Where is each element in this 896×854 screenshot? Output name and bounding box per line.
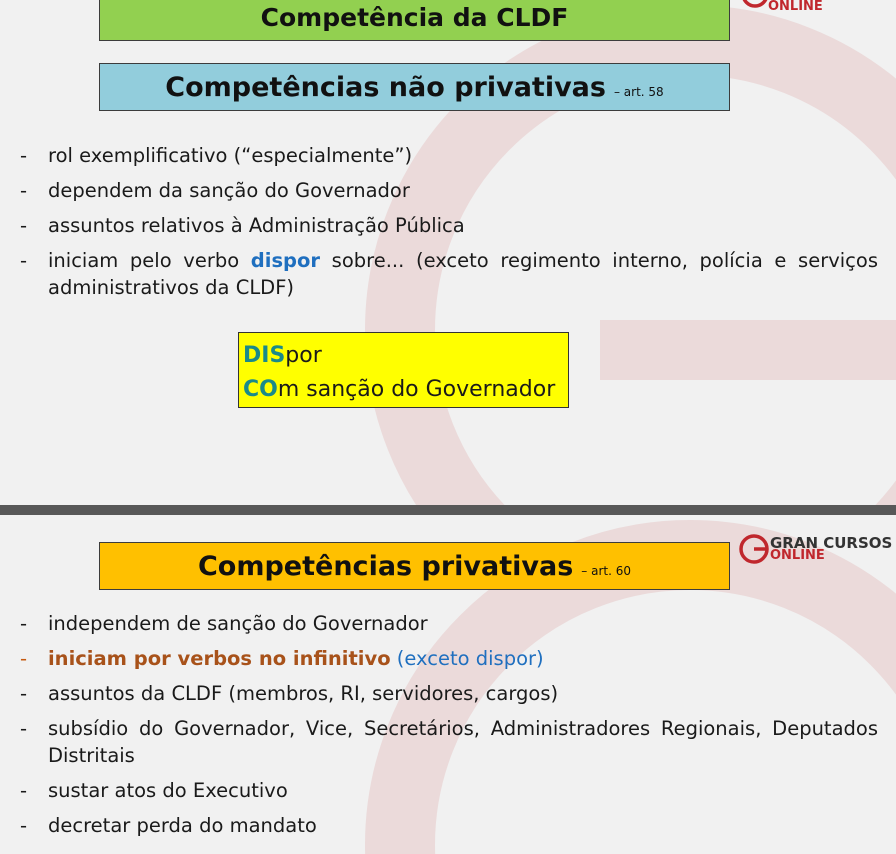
header-title: Competência da CLDF [260,3,569,32]
slide-2 [0,515,896,854]
list-item: - assuntos relativos à Administração Pública [20,211,878,240]
private-title-box [99,542,730,590]
list-item: - dependem da sanção do Governador [20,176,878,205]
header-title-box [99,0,730,41]
non-private-title-box [99,63,730,111]
list-item: - sustar atos do Executivo [20,776,878,805]
list-item: - subsídio do Governador, Vice, Secretários, Administradores Regionais, Deputados Distritais [20,714,878,770]
private-bullet-list [20,609,878,846]
mnemonic-box: DISpor COm sanção do Governador [238,332,569,408]
non-private-article: – art. 58 [613,85,664,99]
list-item: - rol exemplificativo (“especialmente”) [20,141,878,170]
list-item: - iniciam por verbos no infinitivo (exceto dispor) [20,644,878,673]
logo-line2: ONLINE [770,548,825,563]
slide-separator [0,505,896,515]
gran-logo-icon [740,0,770,14]
logo-line2: ONLINE [768,0,823,14]
logo-line1: GRAN CURSOS [770,534,893,552]
list-item: - assuntos da CLDF (membros, RI, servidores, cargos) [20,679,878,708]
list-item: - iniciam pelo verbo dispor sobre... (exceto regimento interno, polícia e serviços administrativos da CLDF) [20,246,878,302]
list-item: - decretar perda do mandato [20,811,878,840]
gran-logo [738,533,892,565]
dispor-highlight: dispor [250,249,321,272]
gran-logo-icon [738,533,772,565]
non-private-title: Competências não privativas [165,71,606,103]
gran-logo-partial [740,0,823,14]
private-title: Competências privativas [197,550,574,582]
list-item: - independem de sanção do Governador [20,609,878,638]
private-article: – art. 60 [581,564,632,578]
non-private-bullet-list [20,141,878,308]
